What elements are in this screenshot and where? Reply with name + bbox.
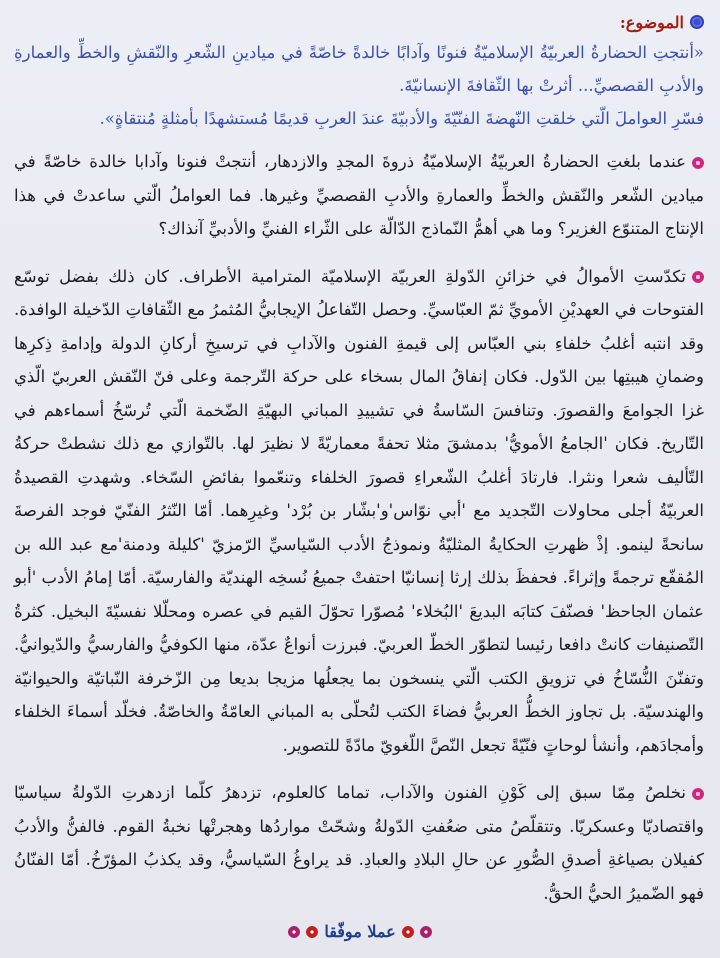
- flower-icon: [690, 15, 704, 29]
- paragraph-conclusion: [14, 776, 704, 910]
- flower-decoration-icon: [288, 926, 300, 938]
- flower-bullet-icon: [692, 788, 704, 800]
- topic-heading: [14, 10, 704, 34]
- paragraph-text: تكدّستِ الأموالُ في خزائنِ الدّولةِ العربيّة الإسلاميّة المترامية الأطراف. كان ذلك بفضل توسّع الفتوحات في العهديْنِ الأمويِّ ثمّ العبّاسيِّ. وحصل التّفاعلُ الإيجابيُّ المُثمرُ مع الثّقافاتِ الدّخيلة الوافدة. وقد انتبه أغلبُ خلفاءِ بني العبّاس إلى قيمةِ الفنون والآدابِ في ترسيخِ أركانِ الدولة وإدامةِ ذِكرِها وضمانِ هيبتِها بين الدّول. فكان إنفاقُ المال بسخاء على حركة التّرجمة وعلى فنّ النّقش العربيّ الّذي غزا الجوامعَ والقصورَ. وتنافسَ السّاسةُ في تشييدِ المباني البهيّةِ الضّخمة الّتي تُرسّخُ أسماءهم في التّاريخ. فكان 'الجامعُ الأمويُّ' بدمشقَ مثلا تحفةً معماريّةً لا نظيرَ لها. بالتّوازي مع ذلك نشطتْ حركةُ التّأليف شعرا ونثرا. فارتادَ أغلبُ الشّعراءِ قصورَ الخلفاء وتنعّموا بفائضِ السّخاء. وشهدتِ القصيدةُ العربيّةُ أجلى محاولات التّجديد مع 'أبي نوّاس'و'بشّار بن بُرْد' وغيرِهما. أمّا النّثرُ الفنّيّ فوجد الفرصةَ سانحةً لينمو. إذْ ظهرتِ الحكايةُ المثليّةُ ونموذجُ الأدب السّياسيِّ الرّمزيّ 'كليلة ودمنة'مع عبد الله بن المُقفّع ترجمةً وإثراءً. فحفظَ بذلك إرثا إنسانيّا احتفتْ جميعُ نُسخِه الهنديّة والفارسيّة. أمّا إمامُ الأدب 'أبو عثمان الجاحظ' فصنّفَ كتابَه البديعَ 'البُخلاء' مُصوّرا تحوّلَ القيم في عصره ومحلّلا نفسيّةَ البخيل. كثرةُ التّصنيفات كانتْ دافعا رئيسا لتطوّر الخطّ العربيّ. فبرزت أنواعٌ عدّة، منها الكوفيُّ والفارسيُّ والدّيوانيُّ. وتفنّنَ النُّسّاخُ في تزويقِ الكتب الّتي ينسخون بما يجعلُها مزيجا بديعا مِن الزّخرفة النّباتيّة والحيوانيّة والهندسيّة. بل تجاوز الخطُّ العربيُّ فضاءَ الكتب لتُحلّى به المباني العامّةُ والخاصّةُ. فخلّد أسماءَ الخلفاء وأمجادَهم، وأنشأ لوحاتٍ فنّيّةً تجعل النّصَّ اللّغويّ مادّةً للتصوير.: [14, 266, 704, 755]
- paragraph-body: [14, 260, 704, 763]
- flower-bullet-icon: [692, 157, 704, 169]
- flower-decoration-icon: [306, 926, 318, 938]
- topic-quote-line2: فسّرِ العواملَ الّتي خلقتِ النّهضةَ الفنّيّةَ والأدبيّةَ عندَ العربِ قديمًا مُستشهدًا بأمثلةٍ مُنتقاةٍ».: [99, 109, 704, 128]
- footer-text: عملا موفّقا: [324, 922, 396, 941]
- footer-signoff: [0, 922, 720, 941]
- flower-decoration-icon: [420, 926, 432, 938]
- paragraph-text: نخلصُ مِمّا سبق إلى كَوْنِ الفنون والآداب، تماما كالعلوم، تزدهرُ كلّما ازدهرتِ الدّولةُ سياسيّا واقتصاديّا وعسكريّا. وتتقلّصُ متى ضعُفتِ الدّولةُ وشحّتْ مواردُها وهجرتْها نخبةُ القوم. فالفنُّ والأدبُ كفيلان بصياغةِ أصدقِ الصُّورِ عن حالِ البلادِ والعبادِ. قد يراوغُ السّياسيُّ، وقد يكذبُ المؤرّخُ. أمّا الفنّانُ فهو الضّميرُ الحيُّ الحقُّ.: [14, 783, 704, 903]
- paragraph-text: عندما بلغتِ الحضارةُ العربيّةُ الإسلاميّةُ ذروةَ المجدِ والازدهار، أنتجتْ فنونا وآدابا خالدة خاصّةً في ميادين الشّعر والنّقش والخطِّ والعمارةِ والأدبِ القصصيِّ وغيرها. فما العواملُ الّتي ساعدتْ في هذا الإنتاج المتنوّع الغزير؟ وما هي أهمُّ النّماذج الدّالّة على الثّراء الفنيِّ والأدبيِّ آنذاك؟: [14, 152, 704, 238]
- paragraph-introduction: [14, 145, 704, 246]
- flower-decoration-icon: [402, 926, 414, 938]
- topic-label: الموضوع:: [619, 12, 684, 32]
- flower-bullet-icon: [692, 271, 704, 283]
- topic-quote-line1: «أنتجتِ الحضارةُ العربيّةُ الإسلاميّةُ فنونًا وآدابًا خالدةً خاصّةً في ميادينِ الشّعرِ والنّقشِ والخطِّ والعمارةِ والأدبِ القصصيِّ... أثرتْ بها الثّقافةَ الإنسانيّةَ.: [14, 43, 704, 95]
